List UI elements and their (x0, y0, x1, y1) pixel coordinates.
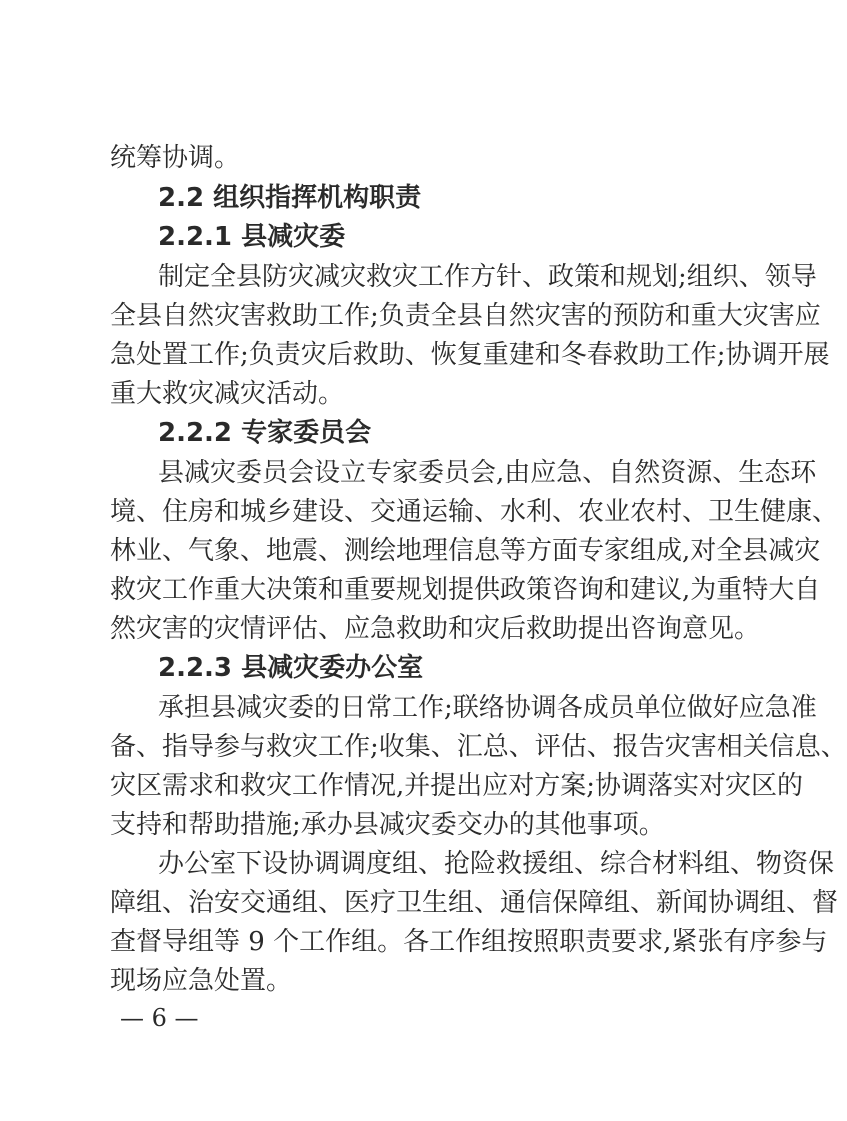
body-text-line: 承担县减灾委的日常工作;联络协调各成员单位做好应急准 (158, 693, 817, 723)
page-number: — 6 — (120, 1004, 199, 1032)
body-text-line: 林业、气象、地震、测绘地理信息等方面专家组成,对全县减灾 (110, 536, 821, 566)
body-text-line: 灾区需求和救灾工作情况,并提出应对方案;协调落实对灾区的 (110, 771, 804, 801)
body-text-line: 现场应急处置。 (110, 966, 293, 996)
body-text-line: 统筹协调。 (110, 143, 241, 173)
body-text-line: 障组、治安交通组、医疗卫生组、通信保障组、新闻协调组、督 (110, 888, 839, 918)
body-text-line: 急处置工作;负责灾后救助、恢复重建和冬春救助工作;协调开展 (110, 340, 830, 370)
section-heading: 2.2 组织指挥机构职责 (158, 183, 422, 213)
body-text-line: 县减灾委员会设立专家委员会,由应急、自然资源、生态环 (158, 458, 817, 488)
body-text-line: 然灾害的灾情评估、应急救助和灾后救助提出咨询意见。 (110, 614, 761, 644)
body-text-line: 支持和帮助措施;承办县减灾委交办的其他事项。 (110, 810, 665, 840)
subsection-heading: 2.2.2 专家委员会 (158, 418, 372, 448)
subsection-heading: 2.2.1 县减灾委 (158, 222, 346, 252)
subsection-heading: 2.2.3 县减灾委办公室 (158, 653, 424, 683)
body-text-line: 查督导组等 9 个工作组。各工作组按照职责要求,紧张有序参与 (110, 927, 828, 957)
body-text-line: 制定全县防灾减灾救灾工作方针、政策和规划;组织、领导 (158, 262, 817, 292)
body-text-line: 境、住房和城乡建设、交通运输、水利、农业农村、卫生健康、 (110, 497, 839, 527)
body-text-line: 备、指导参与救灾工作;收集、汇总、评估、报告灾害相关信息、 (110, 732, 847, 762)
body-text-line: 办公室下设协调调度组、抢险救援组、综合材料组、物资保 (158, 849, 835, 879)
body-text-line: 重大救灾减灾活动。 (110, 379, 345, 409)
body-text-line: 全县自然灾害救助工作;负责全县自然灾害的预防和重大灾害应 (110, 301, 821, 331)
body-text-line: 救灾工作重大决策和重要规划提供政策咨询和建议,为重特大自 (110, 575, 821, 605)
